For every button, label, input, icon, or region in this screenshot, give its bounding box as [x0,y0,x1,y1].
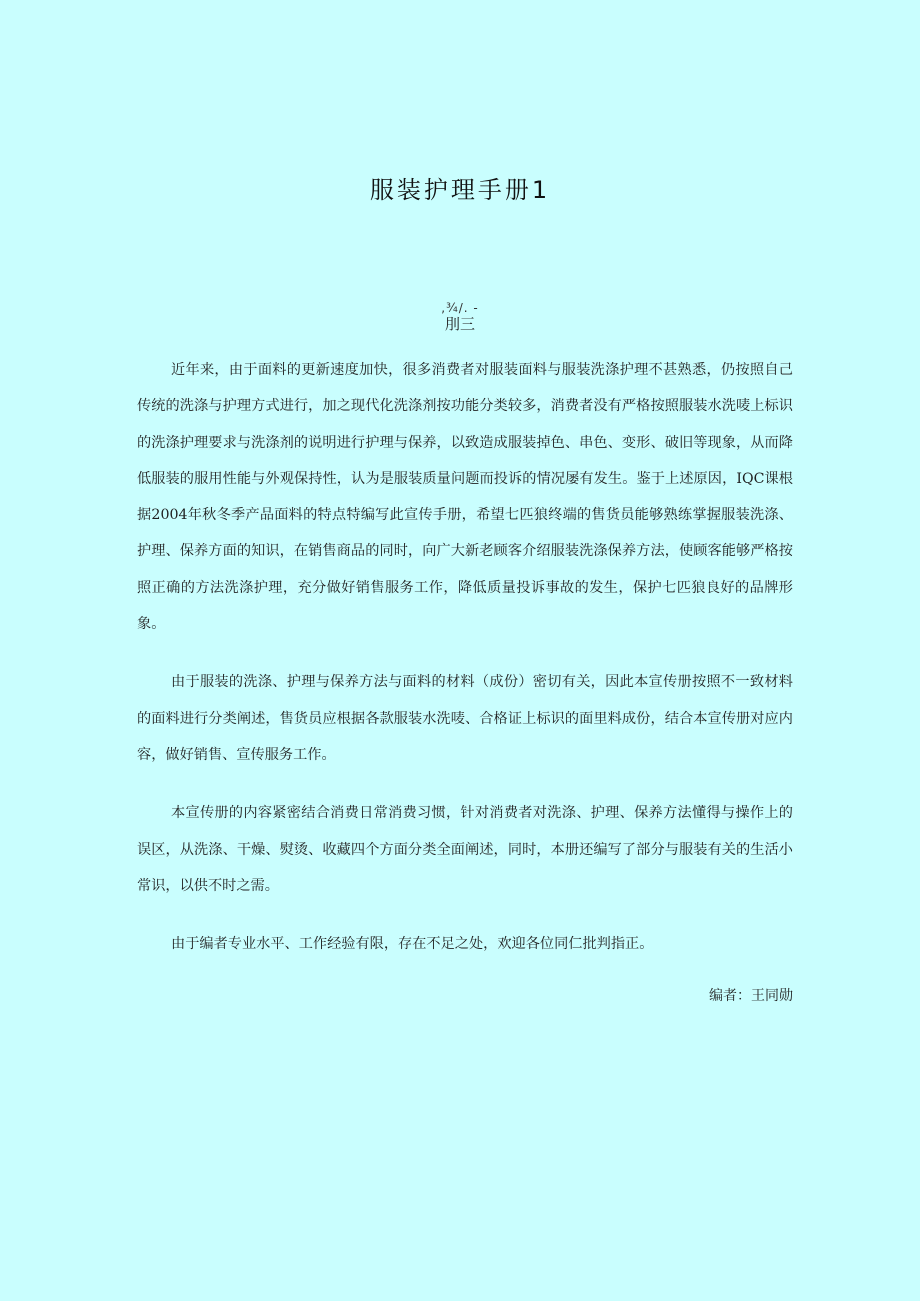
preface-heading: 刖三 [444,315,475,333]
paragraph: 由于编者专业水平、工作经验有限，存在不足之处，欢迎各位同仁批判指正。 [171,936,654,953]
preface-body [137,352,793,984]
paragraph: 由于服装的洗涤、护理与保养方法与面料的材料（成份）密切有关，因此本宣传册按照不一致材料的面料进行分类阐述，售货员应根据各款服装水洗唛、合格证上标识的面里料成份，结合本宣传册对应内容，做好销售、宣传服务工作。 [137,674,793,763]
author-signature: 编者：王同勋 [709,988,793,1004]
paragraph: 近年来，由于面料的更新速度加快，很多消费者对服装面料与服装洗涤护理不甚熟悉，仍按照自己传统的洗涤与护理方式进行，加之现代化洗涤剂按功能分类较多，消费者没有严格按照服装水洗唛上标识的洗涤护理要求与洗涤剂的说明进行护理与保养，以致造成服装掉色、串色、变形、破旧等现象，从而降低服装的服用性能与外观保持性，认为是服装质量问题而投诉的情况屡有发生。鉴于上述原因，IQC课根据2004年秋冬季产品面料的特点特编写此宣传手册，希望七匹狼终端的售货员能够熟练掌握服装洗涤、护理、保养方面的知识，在销售商品的同时，向广大新老顾客介绍服装洗涤保养方法，使顾客能够严格按照正确的方法洗涤护理，充分做好销售服务工作，降低质量投诉事故的发生，保护七匹狼良好的品牌形象。 [137,362,793,633]
document-title: 服装护理手册1 [369,176,551,204]
paragraph: 本宣传册的内容紧密结合消费日常消费习惯，针对消费者对洗涤、护理、保养方法懂得与操作上的误区，从洗涤、干燥、熨烫、收藏四个方面分类全面阐述，同时，本册还编写了部分与服装有关的生活小常识，以供不时之需。 [137,805,793,894]
preface-garbled-text: ,¾/. - [441,301,479,315]
